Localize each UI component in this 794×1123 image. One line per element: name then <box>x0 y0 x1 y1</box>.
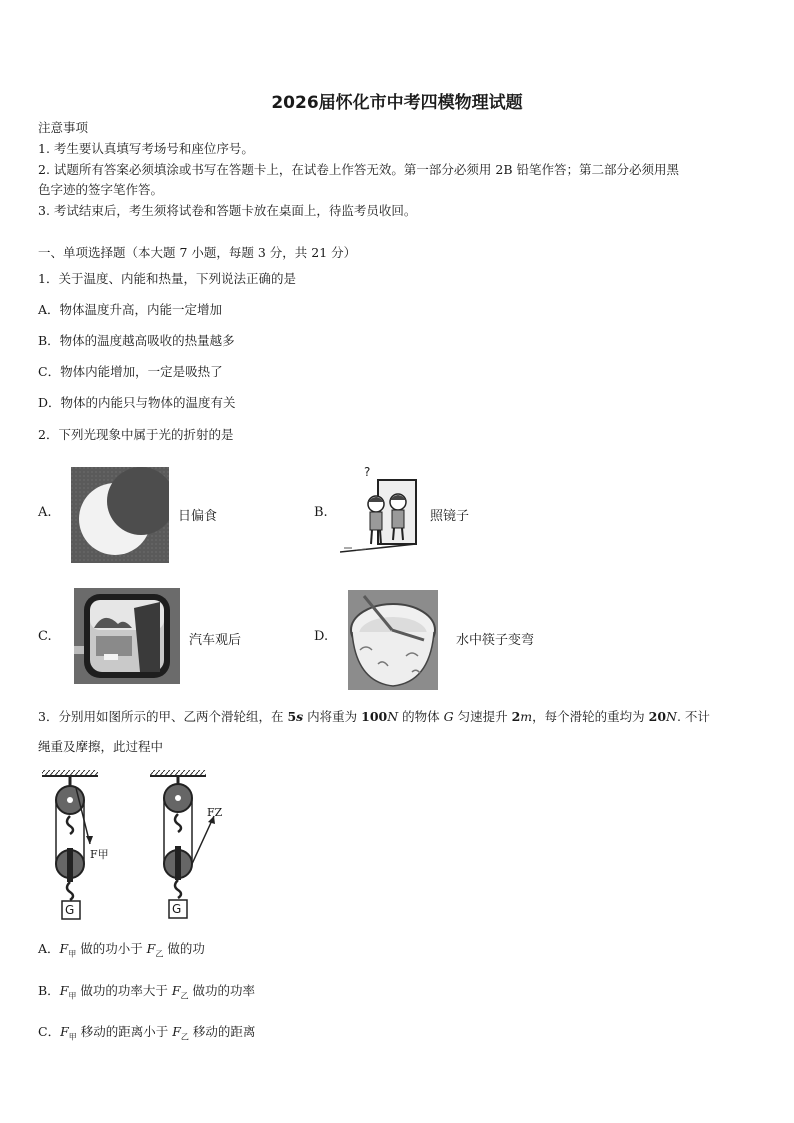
page-title: 2026届怀化市中考四模物理试题 <box>271 93 523 113</box>
q2-stem: 2．下列光现象中属于光的折射的是 <box>38 427 234 442</box>
pulley-system-yi <box>150 770 215 918</box>
q3-option-b: B．$F_甲$ 做功的功率大于 $F_乙$ 做功的功率 <box>38 983 255 1001</box>
rearview-mirror-image <box>74 588 180 684</box>
pulley-figure <box>38 766 218 926</box>
section-heading: 一、单项选择题（本大题 7 小题，每题 3 分，共 21 分） <box>38 245 357 260</box>
q2-option-c-caption: 汽车观后 <box>189 633 242 648</box>
chopstick-in-water-image <box>348 590 438 690</box>
q3-stem-line2: 绳重及摩擦，此过程中 <box>38 739 164 754</box>
mirror-cartoon-image <box>340 462 422 554</box>
solar-eclipse-image <box>71 467 169 563</box>
force-label-yi: FZ <box>207 806 223 819</box>
weight-label-right: G <box>172 902 182 916</box>
q3-option-a: A．$F_甲$ 做的功小于 $F_乙$ 做的功 <box>38 941 205 959</box>
q2-option-a-letter: A. <box>38 505 52 520</box>
notice-item-1: 1. 考生要认真填写考场号和座位序号。 <box>38 141 254 156</box>
q1-option-a: A．物体温度升高，内能一定增加 <box>38 302 223 317</box>
notice-item-2-cont: 色字迹的签字笔作答。 <box>38 182 164 197</box>
q2-option-b-letter: B. <box>314 505 328 520</box>
q2-option-a-caption: 日偏食 <box>178 509 218 524</box>
q1-stem: 1．关于温度、内能和热量，下列说法正确的是 <box>38 271 296 286</box>
notice-item-3: 3. 考试结束后，考生须将试卷和答题卡放在桌面上，待监考员收回。 <box>38 203 417 218</box>
q2-option-d-letter: D. <box>314 629 329 644</box>
notice-item-2: 2. 试题所有答案必须填涂或书写在答题卡上，在试卷上作答无效。第一部分必须用 2B 铅笔作答；第二部分必须用黑 <box>38 162 679 177</box>
force-label-jia: F甲 <box>90 848 109 861</box>
notice-heading: 注意事项 <box>38 120 89 135</box>
q3-stem: 3．分别用如图所示的甲、乙两个滑轮组，在 5s 内将重为 100N 的物体 G 匀速提升 2m，每个滑轮的重均为 20N. 不计 <box>38 709 710 724</box>
q2-option-b-caption: 照镜子 <box>430 509 470 524</box>
q2-option-c-letter: C. <box>38 629 52 644</box>
q1-option-c: C．物体内能增加，一定是吸热了 <box>38 364 223 379</box>
q2-option-d-caption: 水中筷子变弯 <box>456 633 535 648</box>
q1-option-b: B．物体的温度越高吸收的热量越多 <box>38 333 235 348</box>
svg-text:?: ? <box>364 465 371 479</box>
weight-label-left: G <box>65 903 75 917</box>
q3-option-c: C．$F_甲$ 移动的距离小于 $F_乙$ 移动的距离 <box>38 1024 256 1042</box>
pulley-system-jia <box>42 770 98 919</box>
q1-option-d: D．物体的内能只与物体的温度有关 <box>38 395 236 410</box>
